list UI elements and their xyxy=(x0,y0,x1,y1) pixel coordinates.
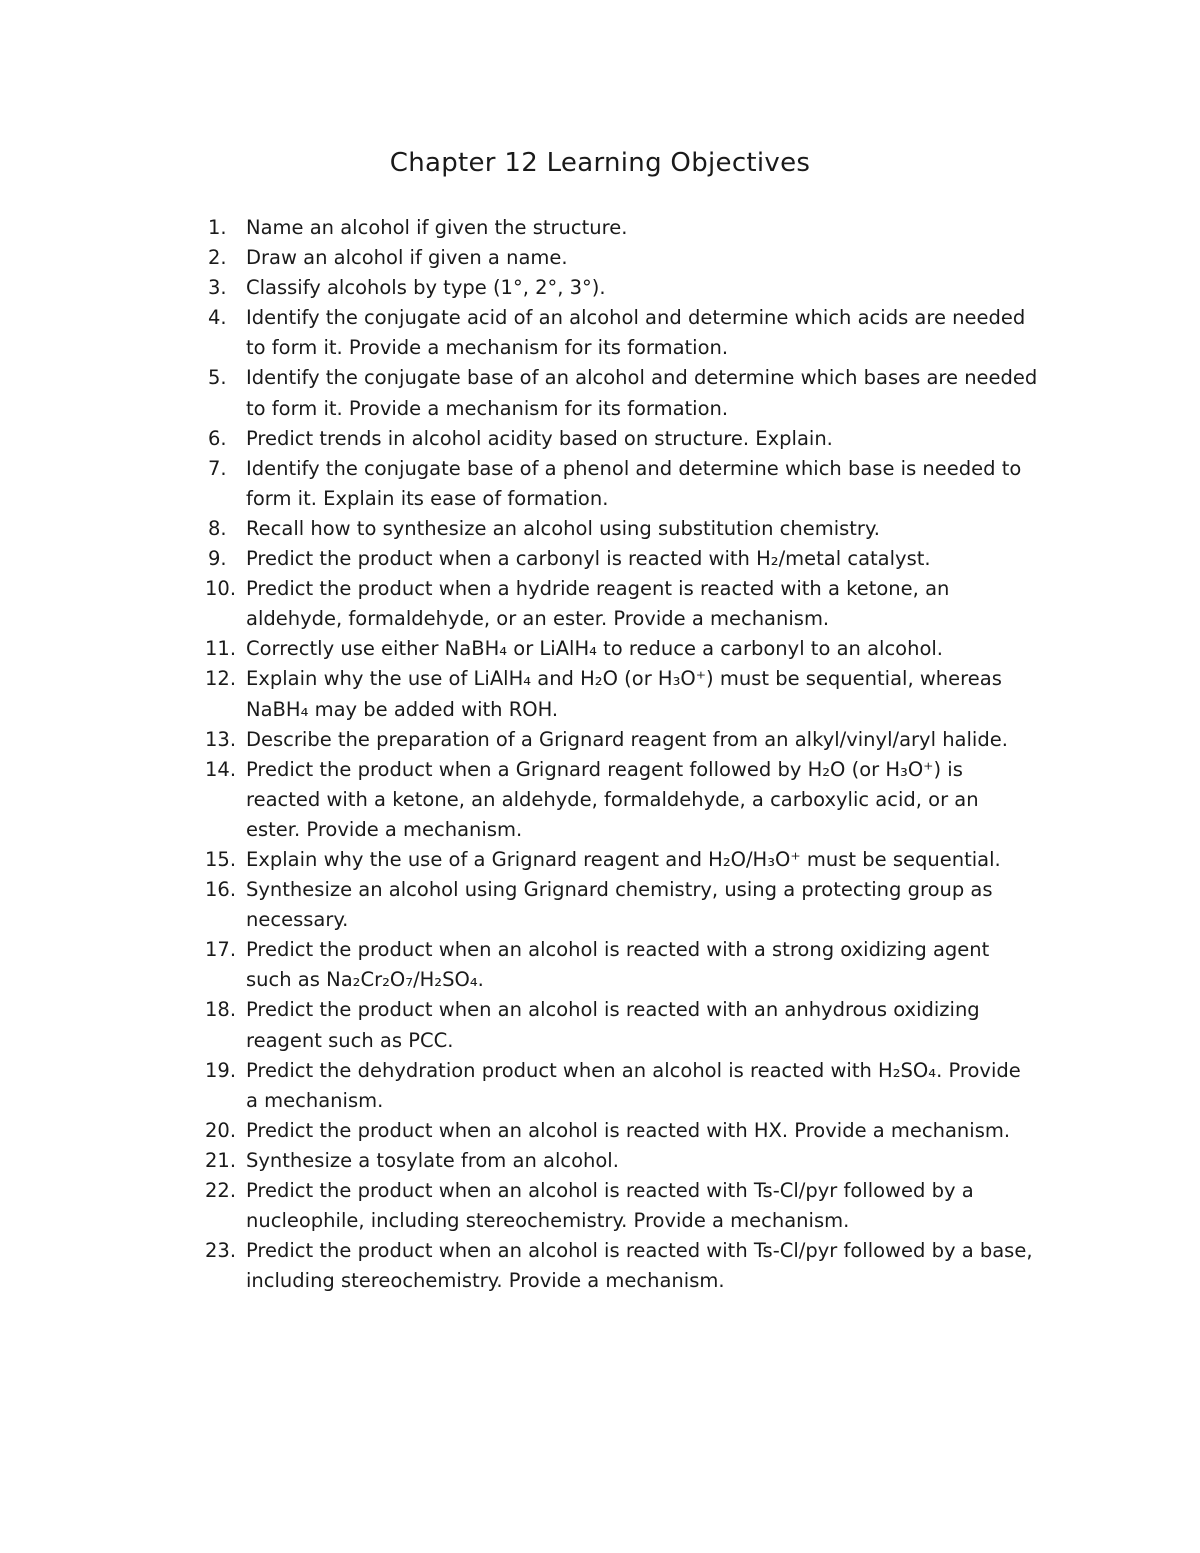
page-title: Chapter 12 Learning Objectives xyxy=(389,148,811,178)
list-item xyxy=(208,303,1038,363)
item-text: Draw an alcohol if given a name. xyxy=(246,246,568,270)
item-text: Predict trends in alcohol acidity based on structure. Explain. xyxy=(246,426,833,450)
item-text: Correctly use either NaBH₄ or LiAlH₄ to reduce a carbonyl to an alcohol. xyxy=(246,637,944,661)
list-item xyxy=(208,213,1038,243)
item-text: Classify alcohols by type (1°, 2°, 3°). xyxy=(246,276,606,300)
list-item xyxy=(205,1236,1038,1296)
item-number: 20. xyxy=(205,1118,237,1142)
list-item xyxy=(205,725,1038,755)
list-item xyxy=(205,935,1038,995)
list-item xyxy=(208,273,1038,303)
item-number: 10. xyxy=(205,577,237,601)
list-item xyxy=(205,1146,1038,1176)
item-text: Synthesize a tosylate from an alcohol. xyxy=(246,1148,619,1172)
list-item xyxy=(205,755,1038,845)
item-number: 23. xyxy=(205,1239,237,1263)
item-number: 16. xyxy=(205,878,237,902)
item-number: 6. xyxy=(208,426,227,450)
item-number: 11. xyxy=(205,637,237,661)
item-text: Synthesize an alcohol using Grignard chemistry, using a protecting group as necessary. xyxy=(246,878,993,932)
list-item xyxy=(208,363,1038,423)
item-number: 17. xyxy=(205,938,237,962)
item-number: 14. xyxy=(205,757,237,781)
item-text: Explain why the use of a Grignard reagent and H₂O/H₃O⁺ must be sequential. xyxy=(246,847,1001,871)
item-text: Predict the product when an alcohol is reacted with a strong oxidizing agent such as Na₂Cr₂O₇/H₂SO₄. xyxy=(246,938,990,992)
item-number: 18. xyxy=(205,998,237,1022)
item-number: 2. xyxy=(208,246,227,270)
item-number: 3. xyxy=(208,276,227,300)
item-text: Predict the product when an alcohol is reacted with Ts-Cl/pyr followed by a nucleophile, including stereochemistry. Provide a mechanism. xyxy=(246,1179,974,1233)
item-number: 1. xyxy=(208,216,227,239)
item-text: Predict the product when an alcohol is reacted with an anhydrous oxidizing reagent such as PCC. xyxy=(246,998,980,1052)
item-number: 13. xyxy=(205,727,237,751)
item-number: 4. xyxy=(208,306,227,330)
list-item xyxy=(208,454,1038,514)
item-text: Predict the product when an alcohol is reacted with HX. Provide a mechanism. xyxy=(246,1118,1011,1142)
item-number: 12. xyxy=(205,667,237,691)
list-item xyxy=(208,514,1038,544)
objectives-list xyxy=(205,213,1038,1296)
item-text: Identify the conjugate acid of an alcohol and determine which acids are needed to form it. Provide a mechanism for its formation. xyxy=(246,306,1026,360)
list-item xyxy=(208,243,1038,273)
list-item xyxy=(205,574,1038,634)
list-item xyxy=(205,1056,1038,1116)
item-number: 9. xyxy=(208,547,227,571)
item-text: Identify the conjugate base of an alcohol and determine which bases are needed to form it. Provide a mechanism for its formation. xyxy=(246,366,1038,420)
item-number: 7. xyxy=(208,456,227,480)
list-item xyxy=(205,995,1038,1055)
item-text: Predict the dehydration product when an alcohol is reacted with H₂SO₄. Provide a mechanism. xyxy=(246,1058,1021,1112)
list-item xyxy=(205,1176,1038,1236)
item-number: 22. xyxy=(205,1179,237,1202)
item-text: Name an alcohol if given the structure. xyxy=(246,216,628,239)
list-item xyxy=(205,1116,1038,1146)
item-number: 19. xyxy=(205,1058,237,1082)
list-item xyxy=(205,845,1038,875)
item-number: 5. xyxy=(208,366,227,390)
item-text: Explain why the use of LiAlH₄ and H₂O (or H₃O⁺) must be sequential, whereas NaBH₄ may be added with ROH. xyxy=(246,667,1002,721)
item-text: Predict the product when a Grignard reagent followed by H₂O (or H₃O⁺) is reacted with a ketone, an aldehyde, formaldehyde, a carboxylic acid, or an ester. Provide a mechanism. xyxy=(246,757,979,841)
item-text: Predict the product when an alcohol is reacted with Ts-Cl/pyr followed by a base, including stereochemistry. Provide a mechanism. xyxy=(246,1239,1033,1293)
list-item xyxy=(205,664,1038,724)
item-text: Recall how to synthesize an alcohol using substitution chemistry. xyxy=(246,516,880,540)
item-text: Predict the product when a hydride reagent is reacted with a ketone, an aldehyde, formaldehyde, or an ester. Provide a mechanism. xyxy=(246,577,950,631)
item-text: Predict the product when a carbonyl is reacted with H₂/metal catalyst. xyxy=(246,547,931,571)
item-number: 8. xyxy=(208,516,227,540)
item-text: Identify the conjugate base of a phenol and determine which base is needed to form it. Explain its ease of formation. xyxy=(246,456,1022,510)
item-text: Describe the preparation of a Grignard reagent from an alkyl/vinyl/aryl halide. xyxy=(246,727,1008,751)
item-number: 21. xyxy=(205,1148,237,1172)
list-item xyxy=(205,634,1038,664)
item-number: 15. xyxy=(205,847,237,871)
list-item xyxy=(205,875,1038,935)
list-item xyxy=(208,544,1038,574)
list-item xyxy=(208,424,1038,454)
